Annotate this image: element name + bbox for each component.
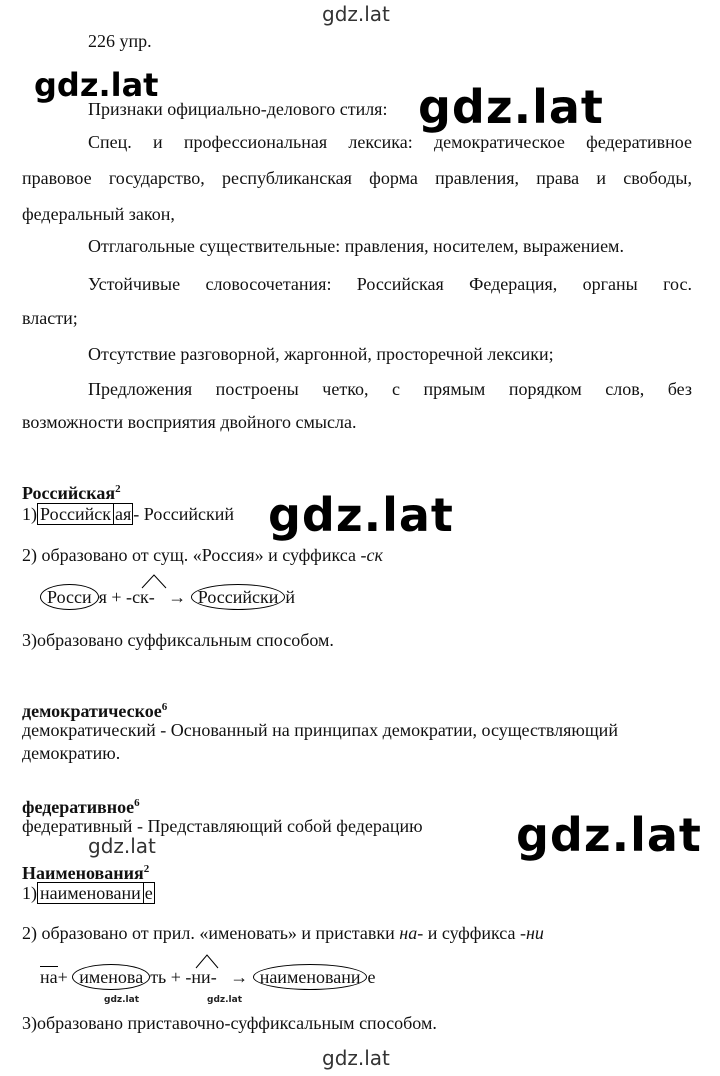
word1-step2-suffix: ск bbox=[366, 545, 383, 565]
watermark-big-1: gdz.lat bbox=[418, 80, 604, 134]
watermark-bottom: gdz.lat bbox=[322, 1046, 390, 1070]
word4-title: Наименования bbox=[22, 863, 144, 883]
word4-scheme-prefix: на bbox=[40, 967, 58, 987]
word1-ending-box: ая bbox=[115, 504, 132, 524]
word4-scheme-root: именова bbox=[72, 964, 150, 990]
arrow-icon: → bbox=[230, 967, 249, 987]
word1-heading bbox=[22, 478, 121, 504]
word4-heading bbox=[22, 858, 149, 884]
word1-step1-rest: - Российский bbox=[133, 504, 235, 524]
word4-step1 bbox=[22, 882, 155, 904]
watermark-tiny-1: gdz.lat bbox=[104, 995, 140, 1005]
word4-stem-box: наименовани bbox=[37, 882, 143, 904]
word4-step2 bbox=[22, 922, 544, 944]
lexicon-line-1: Спец. и профессиональная лексика: демократическое федеративное bbox=[88, 132, 692, 152]
word4-scheme bbox=[40, 966, 375, 988]
word3-def: федеративный - Представляющий собой федерацию bbox=[22, 816, 423, 836]
word4-step2-prefix: на- bbox=[399, 923, 424, 943]
word4-scheme-result: наименовани bbox=[253, 964, 368, 990]
word1-step3: 3)образовано суффиксальным способом. bbox=[22, 630, 334, 650]
watermark-small-mid: gdz.lat bbox=[88, 834, 156, 858]
lexicon-line-2: правовое государство, республиканская форма правления, права и свободы, bbox=[22, 168, 692, 188]
word1-scheme-plus: + - bbox=[111, 587, 133, 607]
sentences-line-2: возможности восприятия двойного смысла. bbox=[22, 412, 357, 432]
sentences-line-1: Предложения построены четко, с прямым порядком слов, без bbox=[88, 379, 692, 399]
watermark-big-3: gdz.lat bbox=[516, 808, 702, 862]
word4-step2-text: 2) образовано от прил. «именовать» и приставки bbox=[22, 923, 400, 943]
word4-scheme-suffix: ни bbox=[191, 967, 211, 987]
watermark-big-2: gdz.lat bbox=[268, 488, 454, 542]
word1-scheme bbox=[40, 586, 295, 608]
word4-scheme-plus1: + bbox=[57, 967, 68, 987]
word2-def-line-1: демократический - Основанный на принципах демократии, осуществляющий bbox=[22, 720, 618, 740]
word4-scheme-t: ть bbox=[150, 967, 167, 987]
nouns-line: Отглагольные существительные: правления, носителем, выражением. bbox=[88, 236, 624, 256]
word1-scheme-root: Росси bbox=[40, 584, 99, 610]
word4-step3: 3)образовано приставочно-суффиксальным способом. bbox=[22, 1013, 437, 1033]
phrases-line-2: власти; bbox=[22, 308, 78, 328]
exercise-number: 226 упр. bbox=[88, 31, 152, 51]
word4-scheme-result-end: е bbox=[367, 967, 376, 987]
lexicon-line-3: федеральный закон, bbox=[22, 204, 175, 224]
suffix-mark-icon bbox=[140, 573, 170, 589]
phrases-line-1: Устойчивые словосочетания: Российская Федерация, органы гос. bbox=[88, 274, 692, 294]
watermark-tiny-2: gdz.lat bbox=[207, 995, 243, 1005]
word1-step2 bbox=[22, 544, 383, 566]
word3-title: федеративное bbox=[22, 797, 135, 817]
word1-scheme-result: Российски bbox=[191, 584, 286, 610]
word1-step2-text: 2) образовано от сущ. «Россия» и суффикса - bbox=[22, 545, 367, 565]
watermark-left: gdz.lat bbox=[34, 66, 159, 104]
word4-sup: 2 bbox=[143, 863, 150, 875]
watermark-top: gdz.lat bbox=[322, 2, 390, 26]
word2-def-line-2: демократию. bbox=[22, 743, 121, 763]
arrow-icon: → bbox=[168, 587, 187, 607]
style-title: Признаки официально-делового стиля: bbox=[88, 99, 388, 119]
word1-step1 bbox=[22, 503, 234, 525]
word1-scheme-result-end: й bbox=[285, 587, 296, 607]
suffix-mark-icon bbox=[194, 953, 222, 969]
word1-sup: 2 bbox=[115, 483, 121, 495]
word2-sup: 6 bbox=[161, 701, 168, 713]
word4-scheme-dash: - bbox=[210, 967, 217, 987]
word2-title: демократическое bbox=[22, 701, 162, 721]
word1-stem-box: Российск bbox=[37, 503, 113, 525]
word1-scheme-suffix: ск bbox=[132, 587, 149, 607]
word4-step2-mid: и суффикса - bbox=[423, 923, 526, 943]
word4-step2-suffix: ни bbox=[525, 923, 544, 943]
word1-scheme-ya: я bbox=[98, 587, 107, 607]
word4-scheme-plus2: + - bbox=[170, 967, 192, 987]
word3-sup: 6 bbox=[134, 797, 140, 809]
absence-line: Отсутствие разговорной, жаргонной, просторечной лексики; bbox=[88, 344, 554, 364]
word4-step1-num: 1) bbox=[22, 883, 37, 903]
word1-title: Российская bbox=[22, 483, 116, 503]
word4-ending-box: е bbox=[144, 883, 153, 903]
word1-scheme-dash: - bbox=[148, 587, 155, 607]
word1-step1-num: 1) bbox=[22, 504, 37, 524]
